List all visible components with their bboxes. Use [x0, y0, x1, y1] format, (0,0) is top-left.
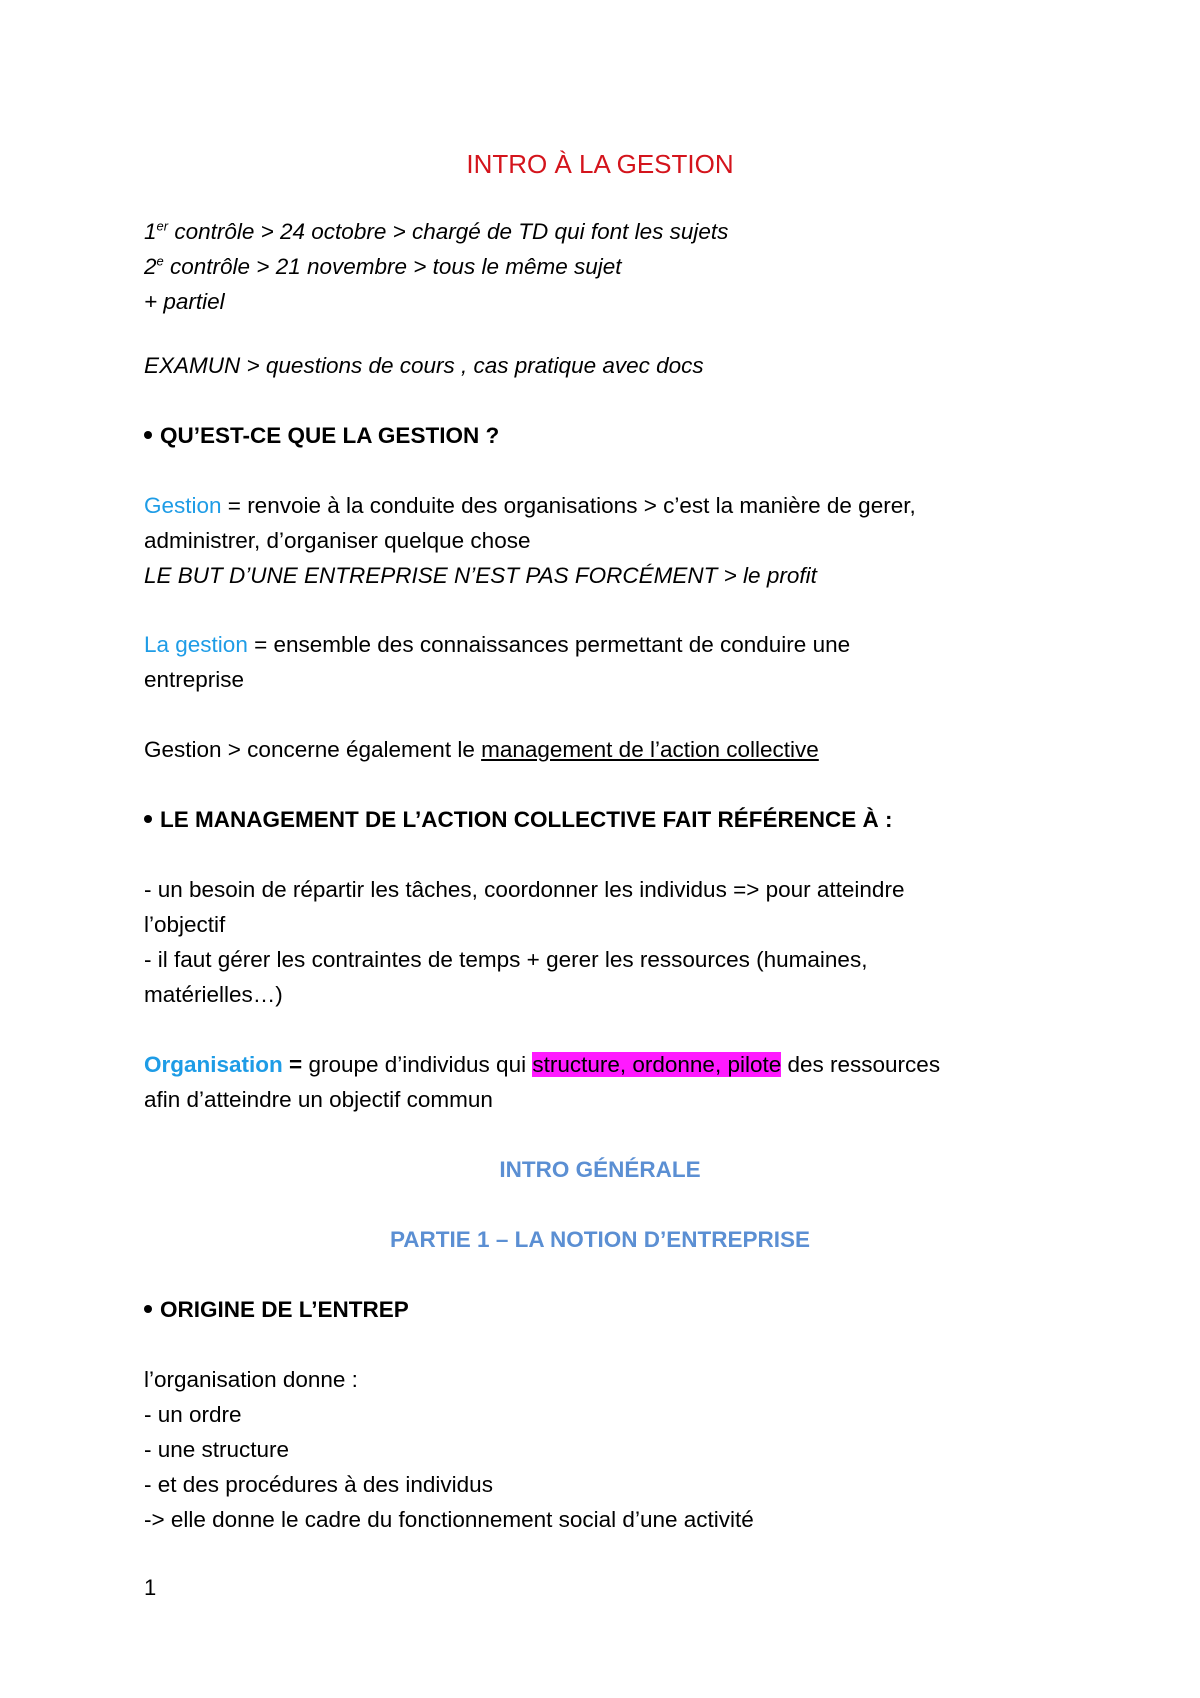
exam-line-1-num: 1	[144, 219, 157, 244]
def-management-prefix: Gestion > concerne également le	[144, 737, 482, 762]
section-heading-origine	[144, 1295, 409, 1325]
page-title: INTRO À LA GESTION	[466, 149, 734, 179]
section-heading-origine-text: ORIGINE DE L’ENTREP	[160, 1297, 409, 1322]
def-gestion-text: = renvoie à la conduite des organisations > c’est la manière de gerer,	[221, 493, 916, 518]
exam-line-3: + partiel	[144, 289, 225, 314]
exam-line-2	[144, 252, 622, 282]
list-item-1-cont: l’objectif	[144, 912, 226, 937]
page-number: 1	[144, 1575, 157, 1600]
def-la-gestion	[144, 630, 850, 660]
list-item-2-cont: matérielles…)	[144, 982, 283, 1007]
def-organisation-eq: =	[282, 1052, 309, 1077]
def-organisation-cont: afin d’atteindre un objectif commun	[144, 1087, 493, 1112]
bullet-icon	[144, 1305, 152, 1313]
heading-partie-1: PARTIE 1 – LA NOTION D’ENTREPRISE	[389, 1227, 811, 1252]
section-heading-management-text: LE MANAGEMENT DE L’ACTION COLLECTIVE FAIT RÉFÉRENCE À :	[160, 807, 893, 832]
exam-line-4: EXAMUN > questions de cours , cas pratique avec docs	[144, 353, 704, 378]
origine-line-3: - une structure	[144, 1437, 290, 1462]
bullet-icon	[144, 431, 152, 439]
term-gestion: Gestion	[144, 493, 222, 518]
origine-line-2: - un ordre	[144, 1402, 242, 1427]
section-heading-management	[144, 805, 893, 835]
def-management-underlined: management de l’action collective	[481, 737, 819, 762]
bullet-icon	[144, 815, 152, 823]
exam-line-2-sup: e	[156, 253, 164, 269]
origine-line-1: l’organisation donne :	[144, 1367, 358, 1392]
exam-line-1-text: contrôle > 24 octobre > chargé de TD qui font les sujets	[168, 219, 729, 244]
def-organisation-after: des ressources	[781, 1052, 941, 1077]
def-la-gestion-cont: entreprise	[144, 667, 245, 692]
section-heading-gestion	[144, 421, 499, 451]
def-management	[144, 735, 819, 765]
def-organisation-text: groupe d’individus qui	[308, 1052, 533, 1077]
exam-line-2-text: contrôle > 21 novembre > tous le même sujet	[163, 254, 622, 279]
def-gestion-note: LE BUT D’UNE ENTREPRISE N’EST PAS FORCÉMENT > le profit	[144, 563, 817, 588]
term-la-gestion: La gestion	[144, 632, 248, 657]
def-organisation	[144, 1050, 940, 1080]
heading-intro-generale: INTRO GÉNÉRALE	[499, 1157, 701, 1182]
def-la-gestion-text: = ensemble des connaissances permettant de conduire une	[247, 632, 851, 657]
exam-line-2-num: 2	[144, 254, 157, 279]
def-gestion-cont: administrer, d’organiser quelque chose	[144, 528, 531, 553]
origine-line-5: -> elle donne le cadre du fonctionnement social d’une activité	[144, 1507, 754, 1532]
exam-line-1-sup: er	[156, 218, 169, 234]
list-item-1: - un besoin de répartir les tâches, coordonner les individus => pour atteindre	[144, 877, 905, 902]
origine-line-4: - et des procédures à des individus	[144, 1472, 493, 1497]
exam-line-1	[144, 217, 728, 247]
def-gestion	[144, 491, 916, 521]
term-organisation: Organisation	[144, 1052, 283, 1077]
list-item-2: - il faut gérer les contraintes de temps + gerer les ressources (humaines,	[144, 947, 868, 972]
highlighted-text: structure, ordonne, pilote	[532, 1052, 782, 1077]
section-heading-gestion-text: QU’EST-CE QUE LA GESTION ?	[160, 423, 500, 448]
